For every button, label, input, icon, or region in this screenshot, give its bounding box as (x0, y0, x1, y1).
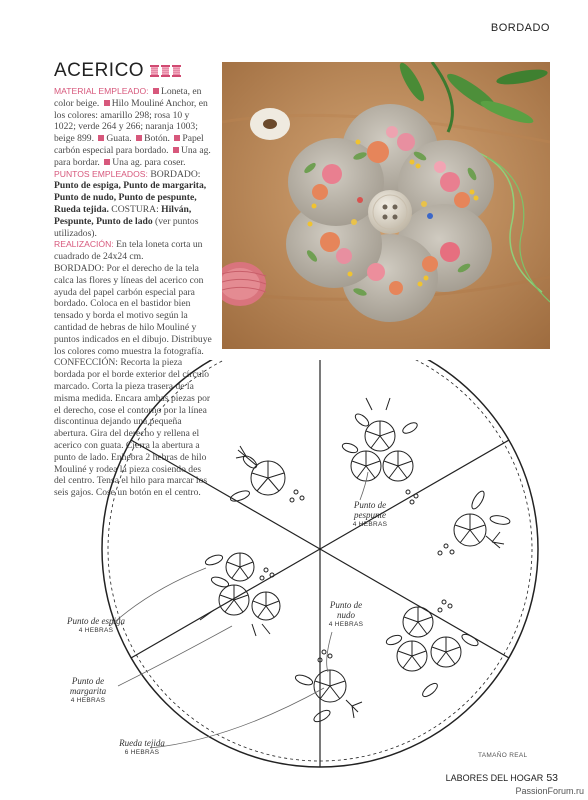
label-nudo-name: Punto de nudo (329, 600, 363, 620)
stitches-embroidery: Punto de espiga, Punto de margarita, Punto de nudo, Punto de pespunte, Rueda tejida. (54, 180, 207, 215)
material-item: Una ag. para bordar. (54, 144, 211, 168)
embroidery-paragraph: BORDADO: Por el derecho de la tela calca las flores y líneas del acerico con ayuda del papel carbón especial para bordado. Coloca en el bastidor bien tensado y borda el motivo según la cantidad de hebras de hilo Mouliné y puntos indicados en el dibujo. Distribuye los colores como muestra la fotografía. (54, 262, 212, 357)
realization-label: REALIZACIÓN: (54, 239, 114, 250)
stitches-paragraph (54, 169, 212, 240)
center-button (368, 190, 412, 234)
stitches-sewing: Hilván, Pespunte, Punto de lado (54, 203, 192, 227)
materials-label: MATERIAL EMPLEADO: (54, 86, 149, 96)
material-item: Hilo Mouliné Anchor, en los colores: amarillo 298; rosa 10 y 1022; verde 264 y 266; naranja 1003; beige 899. (54, 97, 208, 145)
page-title: ACERICO (54, 60, 145, 81)
stitches-label: PUNTOS EMPLEADOS: (54, 168, 148, 179)
embroidery-pattern (0, 360, 588, 780)
pattern-circle (102, 360, 538, 767)
materials-paragraph (54, 86, 212, 169)
label-rueda-count: 6 HEBRAS (124, 749, 160, 756)
label-margarita-name: Punto de margarita (69, 676, 107, 696)
size-note: TAMAÑO REAL (478, 752, 528, 759)
page-footer (446, 772, 558, 784)
pincushion-photo (222, 62, 550, 349)
motif-top-left (229, 446, 304, 503)
stitches-prefix: BORDADO: (150, 168, 201, 180)
label-pespunte-name: Punto de pespunte (353, 500, 387, 520)
spool-icon (150, 65, 159, 77)
bullet-square (104, 100, 110, 106)
bullet-square (98, 135, 104, 141)
bullet-square (153, 88, 159, 94)
material-item: Papel carbón especial para bordado. (54, 133, 204, 156)
bullet-square (104, 159, 110, 165)
motif-bottom-right (385, 600, 480, 699)
section-title: BORDADO (490, 22, 550, 34)
bullet-square (174, 135, 180, 141)
bullet-square (173, 147, 179, 153)
assembly-paragraph: CONFECCIÓN: Recorta la pieza bordada por el borde exterior del círculo marcado. Corta la pieza trasera de la misma medida. Encara ambas piezas por el derecho, cose el contorno por la línea discontinua dejando una pequeña abertura. Gira del derecho y rellena el acerico con guata. Cierra la abertura a punto de lado. Enhebra 2 hebras de hilo Mouliné y rodea la pieza cosiendo des del centro. Tensa el hilo para marcar los seis gajos. Cose un botón en el centro. (54, 357, 211, 499)
spool-icons (150, 65, 181, 77)
stitches-sewing-label: COSTURA: (108, 203, 162, 215)
stitches-suffix: (ver puntos utilizados). (54, 215, 199, 239)
motif-bottom (294, 650, 362, 724)
motif-right (438, 489, 511, 555)
bullet-square (136, 135, 142, 141)
spool-icon (172, 65, 181, 77)
label-rueda (104, 738, 180, 758)
material-item: Loneta, en color beige. (54, 86, 202, 109)
material-item: Botón. (144, 133, 170, 145)
page-number: 53 (546, 772, 558, 784)
label-margarita-count: 4 HEBRAS (70, 697, 106, 704)
label-espiga-count: 4 HEBRAS (78, 627, 114, 634)
label-rueda-name: Rueda tejida (119, 738, 165, 748)
magazine-name: LABORES DEL HOGAR (445, 773, 544, 783)
spool-icon (161, 65, 170, 77)
label-pespunte-count: 4 HEBRAS (352, 521, 388, 528)
label-pespunte (340, 500, 400, 530)
motif-top-right (341, 398, 419, 504)
realization-intro (54, 239, 212, 263)
label-espiga (58, 616, 134, 636)
realization-intro-text: En tela loneta corta un cuadrado de 24x24 cm. (54, 239, 203, 263)
material-item: Una ag. para coser. (112, 156, 186, 168)
label-margarita (58, 676, 118, 706)
title-row (54, 60, 181, 82)
watermark: PassionForum.ru (515, 786, 584, 796)
material-item: Guata. (106, 133, 132, 145)
thread-spool-white (250, 108, 290, 140)
label-nudo (320, 600, 372, 630)
label-nudo-count: 4 HEBRAS (328, 621, 364, 628)
label-espiga-name: Punto de espiga (67, 616, 125, 626)
